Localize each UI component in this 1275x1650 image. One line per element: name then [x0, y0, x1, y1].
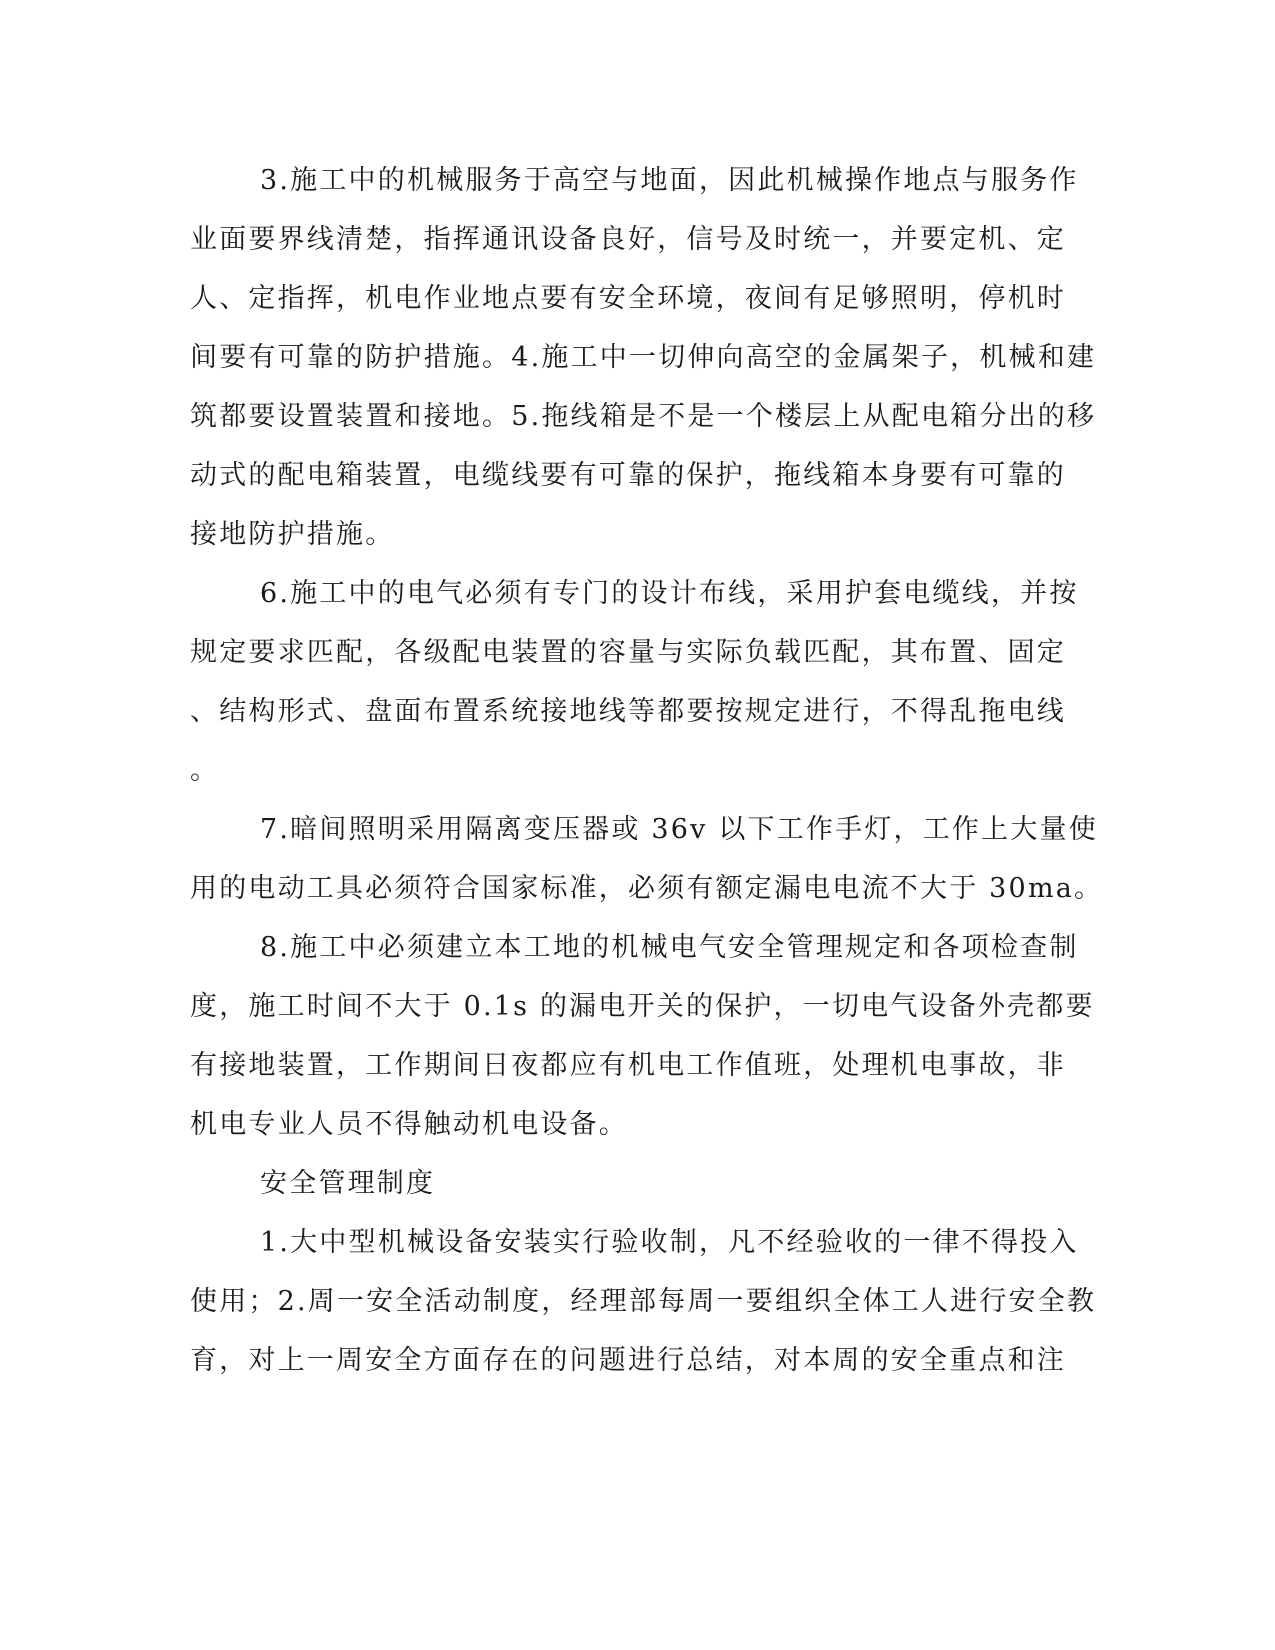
paragraph-line: 3.施工中的机械服务于高空与地面，因此机械操作地点与服务作 [260, 165, 1079, 196]
paragraph-line: 有接地装置，工作期间日夜都应有机电工作值班，处理机电事故，非 [190, 1050, 1066, 1081]
paragraph-line: 接地防护措施。 [190, 519, 395, 550]
paragraph-line: 机电专业人员不得触动机电设备。 [190, 1109, 628, 1140]
paragraph-line: 。 [190, 755, 220, 786]
paragraph-line: 7.暗间照明采用隔离变压器或 36v 以下工作手灯，工作上大量使 [260, 814, 1098, 845]
paragraph-line: 、结构形式、盘面布置系统接地线等都要按规定进行，不得乱拖电线 [190, 696, 1066, 727]
paragraph-line: 规定要求匹配，各级配电装置的容量与实际负载匹配，其布置、固定 [190, 637, 1066, 668]
paragraph-line: 使用；2.周一安全活动制度，经理部每周一要组织全体工人进行安全教 [190, 1286, 1097, 1317]
paragraph-line: 度，施工时间不大于 0.1s 的漏电开关的保护，一切电气设备外壳都要 [190, 991, 1095, 1022]
paragraph-line: 6.施工中的电气必须有专门的设计布线，采用护套电缆线，并按 [260, 578, 1079, 609]
paragraph-line: 业面要界线清楚，指挥通讯设备良好，信号及时统一，并要定机、定 [190, 224, 1066, 255]
paragraph-line: 人、定指挥，机电作业地点要有安全环境，夜间有足够照明，停机时 [190, 283, 1066, 314]
paragraph-line: 间要有可靠的防护措施。4.施工中一切伸向高空的金属架子，机械和建 [190, 342, 1097, 373]
paragraph-line: 育，对上一周安全方面存在的问题进行总结，对本周的安全重点和注 [190, 1345, 1066, 1376]
section-heading: 安全管理制度 [260, 1168, 436, 1199]
paragraph-line: 8.施工中必须建立本工地的机械电气安全管理规定和各项检查制 [260, 932, 1079, 963]
paragraph-line: 1.大中型机械设备安装实行验收制，凡不经验收的一律不得投入 [260, 1227, 1079, 1258]
paragraph-line: 用的电动工具必须符合国家标准，必须有额定漏电电流不大于 30ma。 [190, 873, 1104, 904]
paragraph-line: 动式的配电箱装置，电缆线要有可靠的保护，拖线箱本身要有可靠的 [190, 460, 1066, 491]
paragraph-line: 筑都要设置装置和接地。5.拖线箱是不是一个楼层上从配电箱分出的移 [190, 401, 1097, 432]
